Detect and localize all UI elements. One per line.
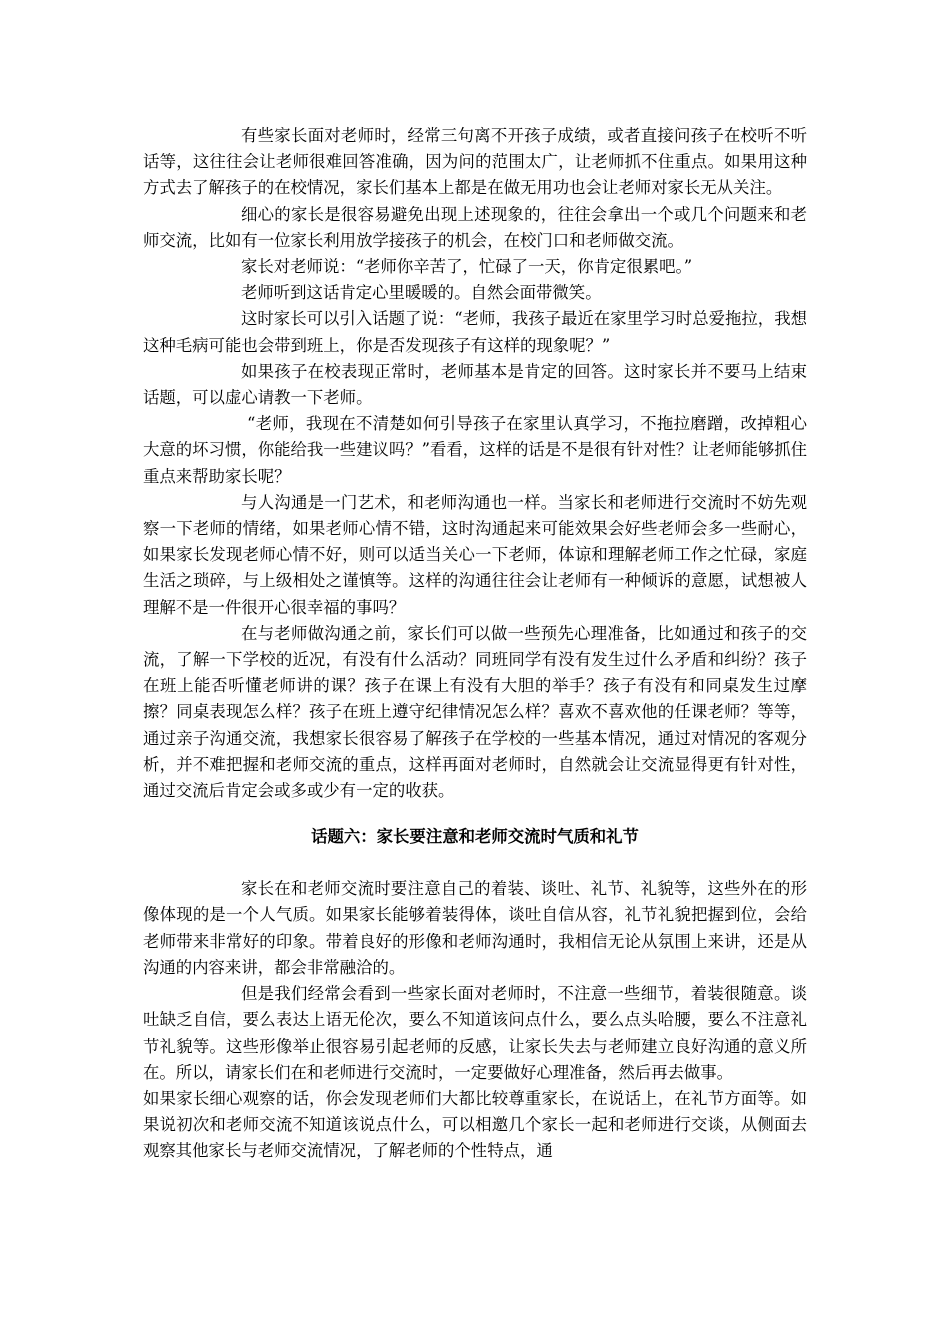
paragraph-6: 如果孩子在校表现正常时，老师基本是肯定的回答。这时家长并不要马上结束话题，可以虚心请教一下老师。 [143,361,807,408]
paragraph-10: 家长在和老师交流时要注意自己的着装、谈吐、礼节、礼貌等，这些外在的形像体现的是一个人气质。如果家长能够着装得体，谈吐自信从容，礼节礼貌把握到位，会给老师带来非常好的印象。带着良好的形像和老师沟通时，我相信无论从氛围上来讲，还是从沟通的内容来讲，都会非常融洽的。 [143,879,807,977]
paragraph-4: 老师听到这话肯定心里暖暖的。自然会面带微笑。 [241,283,602,303]
paragraph-11: 但是我们经常会看到一些家长面对老师时，不注意一些细节，着装很随意。谈吐缺乏自信，要么表达上语无伦次，要么不知道该问点什么，要么点头哈腰，要么不注意礼节礼貌等。这些形像举止很容易引起老师的反感，让家长失去与老师建立良好沟通的意义所在。所以，请家长们在和老师进行交流时，一定要做好心理准备，然后再去做事。 [143,984,807,1082]
section-heading: 话题六：家长要注意和老师交流时气质和礼节 [311,827,639,847]
document-body [143,123,807,1165]
paragraph-3: 家长对老师说：“老师你辛苦了，忙碌了一天，你肯定很累吧。” [241,257,693,277]
spacer [143,804,807,824]
paragraph-2: 细心的家长是很容易避免出现上述现象的，往往会拿出一个或几个问题来和老师交流，比如有一位家长利用放学接孩子的机会，在校门口和老师做交流。 [143,204,807,250]
paragraph-1: 有些家长面对老师时，经常三句离不开孩子成绩，或者直接问孩子在校听不听话等，这往往会让老师很难回答准确，因为问的范围太广，让老师抓不住重点。如果用这种方式去了解孩子的在校情况，家长们基本上都是在做无用功也会让老师对家长无从关注。 [143,126,807,198]
paragraph-12: 如果家长细心观察的话，你会发现老师们大都比较尊重家长，在说话上，在礼节方面等。如果说初次和老师交流不知道该说点什么，可以相邀几个家长一起和老师进行交谈，从侧面去观察其他家长与老师交流情况，了解老师的个性特点，通 [143,1088,807,1161]
paragraph-5: 这时家长可以引入话题了说：“老师，我孩子最近在家里学习时总爱拖拉，我想这种毛病可能也会带到班上，你是否发现孩子有这样的现象呢？” [143,309,807,355]
paragraph-9: 在与老师做沟通之前，家长们可以做一些预先心理准备，比如通过和孩子的交流，了解一下学校的近况，有没有什么活动？同班同学有没有发生过什么矛盾和纠纷？孩子在班上能否听懂老师讲的课？孩子在课上有没有大胆的举手？孩子有没有和同桌发生过摩擦？同桌表现怎么样？孩子在班上遵守纪律情况怎么样？喜欢不喜欢他的任课老师？等等，通过亲子沟通交流，我想家长很容易了解孩子在学校的一些基本情况，通过对情况的客观分析，并不难把握和老师交流的重点，这样再面对老师时，自然就会让交流显得更有针对性，通过交流后肯定会或多或少有一定的收获。 [143,623,807,801]
paragraph-7: “老师，我现在不清楚如何引导孩子在家里认真学习，不拖拉磨蹭，改掉粗心大意的坏习惯，你能给我一些建议吗？”看看，这样的话是不是很有针对性？让老师能够抓住重点来帮助家长呢？ [143,414,808,486]
paragraph-8: 与人沟通是一门艺术，和老师沟通也一样。当家长和老师进行交流时不妨先观察一下老师的情绪，如果老师心情不错，这时沟通起来可能效果会好些老师会多一些耐心，如果家长发现老师心情不好，则可以适当关心一下老师，体谅和理解老师工作之忙碌，家庭生活之琐碎，与上级相处之谨慎等。这样的沟通往往会让老师有一种倾诉的意愿，试想被人理解不是一件很开心很幸福的事吗？ [143,492,807,617]
spacer [143,850,807,876]
